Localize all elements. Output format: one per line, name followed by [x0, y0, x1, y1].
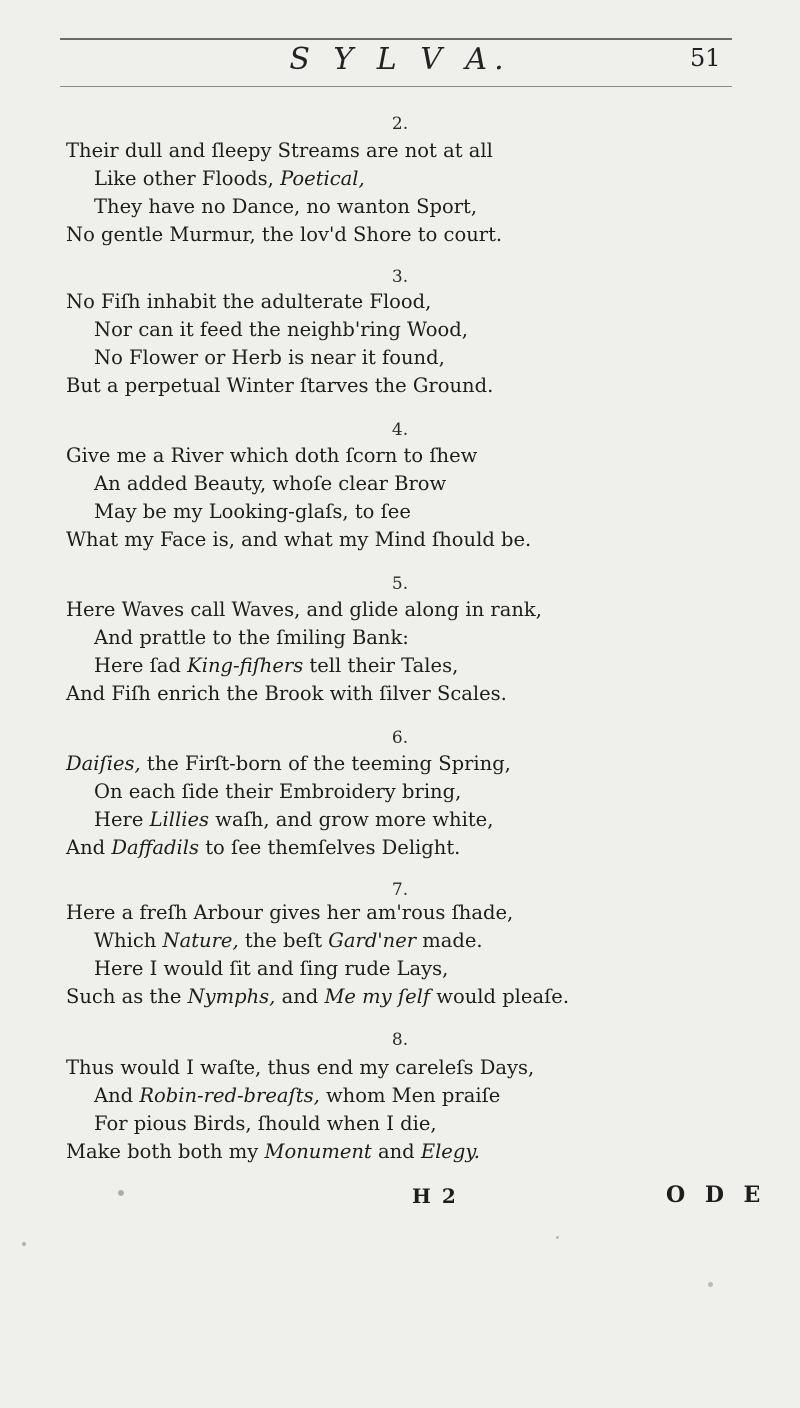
verse-line: An added Beauty, whoſe clear Brow [94, 472, 447, 495]
verse-line: Make both both my Monument and Elegy. [66, 1140, 480, 1163]
paper-speck [118, 1190, 124, 1196]
paper-speck [556, 1236, 559, 1239]
verse-line: Here I would ſit and ſing rude Lays, [94, 957, 449, 980]
paper-speck [708, 1282, 713, 1287]
verse-line: Nor can it feed the neighb'ring Wood, [94, 318, 468, 341]
verse-line: May be my Looking-glaſs, to ſee [94, 500, 411, 523]
catchword: O D E [666, 1182, 767, 1208]
verse-line: Their dull and ſleepy Streams are not at all [66, 139, 493, 162]
verse-line: Here Lillies waſh, and grow more white, [94, 808, 494, 831]
verse-line: Such as the Nymphs, and Me my ſelf would pleaſe. [66, 985, 570, 1008]
verse-line: Give me a River which doth ſcorn to ſhew [66, 444, 478, 467]
stanza-number: 4. [391, 420, 409, 440]
verse-line: Daiſies, the Firſt-born of the teeming Spring, [66, 752, 511, 775]
verse-line: No gentle Murmur, the lov'd Shore to court. [66, 223, 503, 246]
verse-line: But a perpetual Winter ſtarves the Ground. [66, 374, 494, 397]
verse-line: They have no Dance, no wanton Sport, [94, 195, 478, 218]
paper-speck [22, 1242, 26, 1246]
verse-line: Here ſad King-fiſhers tell their Tales, [94, 654, 459, 677]
verse-line: On each ſide their Embroidery bring, [94, 780, 462, 803]
verse-line: What my Face is, and what my Mind ſhould be. [66, 528, 532, 551]
stanza-number: 5. [391, 574, 409, 594]
signature-mark: H 2 [412, 1184, 458, 1208]
stanza-number: 7. [391, 880, 409, 900]
verse-line: No Flower or Herb is near it found, [94, 346, 445, 369]
verse-line: No Fiſh inhabit the adulterate Flood, [66, 290, 432, 313]
verse-line: Which Nature, the beſt Gard'ner made. [94, 929, 483, 952]
top-rule [60, 38, 732, 40]
verse-line: And Daffadils to ſee themſelves Delight. [66, 836, 461, 859]
page-number: 51 [690, 44, 721, 72]
header-rule [60, 86, 732, 87]
verse-line: And prattle to the ſmiling Bank: [94, 626, 409, 649]
verse-line: Here a freſh Arbour gives her am'rous ſhade, [66, 901, 514, 924]
running-head: S Y L V A. [289, 42, 511, 77]
verse-line: Thus would I waſte, thus end my careleſs Days, [66, 1056, 535, 1079]
verse-line: Like other Floods, Poetical, [94, 167, 365, 190]
stanza-number: 6. [391, 728, 409, 748]
verse-line: And Robin-red-breaſts, whom Men praiſe [94, 1084, 501, 1107]
verse-line: For pious Birds, ſhould when I die, [94, 1112, 437, 1135]
stanza-number: 3. [391, 267, 409, 287]
verse-line: Here Waves call Waves, and glide along in rank, [66, 598, 542, 621]
stanza-number: 2. [391, 114, 409, 134]
verse-line: And Fiſh enrich the Brook with ſilver Scales. [66, 682, 507, 705]
stanza-number: 8. [391, 1030, 409, 1050]
